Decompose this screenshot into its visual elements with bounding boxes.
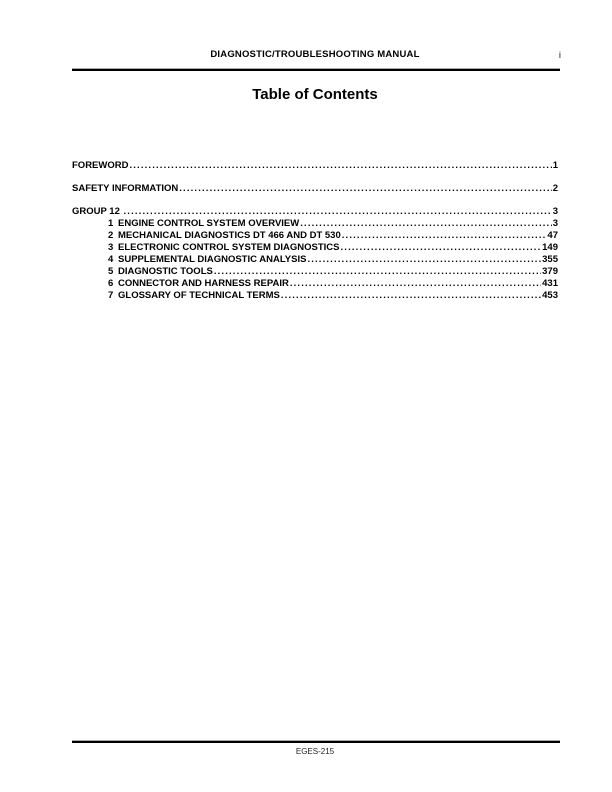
document-code: EGES-215 (295, 747, 335, 756)
toc-entry-page: 3 (552, 206, 558, 217)
dot-leader (129, 160, 551, 172)
toc-entry-number: 5 (108, 266, 114, 277)
toc-entry-label: GLOSSARY OF TECHNICAL TERMS (118, 290, 280, 301)
toc-entry-connector-and-harness-repair[interactable] (72, 278, 558, 290)
dot-leader (124, 206, 552, 218)
dot-leader (300, 218, 551, 230)
dot-leader (307, 254, 541, 266)
toc-entry-glossary-of-technical-terms[interactable] (72, 290, 558, 302)
toc-entry-label: FOREWORD (72, 160, 129, 171)
page-number: i (558, 50, 561, 61)
toc-entry-page: 379 (542, 266, 558, 277)
toc-entry-label: GROUP 12 (72, 206, 123, 217)
toc-entry-foreword[interactable] (72, 160, 558, 172)
toc-entry-electronic-control-system-diagnostics[interactable] (72, 242, 558, 254)
toc-entry-number: 1 (108, 218, 114, 229)
toc-entry-label: MECHANICAL DIAGNOSTICS DT 466 AND DT 530 (118, 230, 341, 241)
toc-entry-page: 47 (547, 230, 558, 241)
toc-entry-label: ELECTRONIC CONTROL SYSTEM DIAGNOSTICS (118, 242, 340, 253)
toc-entry-safety-information[interactable] (72, 183, 558, 195)
header-rule (72, 68, 560, 71)
toc-entry-engine-control-system-overview[interactable] (72, 218, 558, 230)
toc-entry-page: 3 (552, 218, 558, 229)
dot-leader (281, 290, 541, 302)
footer-rule (72, 740, 560, 743)
table-of-contents (72, 160, 558, 302)
toc-entry-number: 4 (108, 254, 114, 265)
toc-entry-page: 1 (552, 160, 558, 171)
toc-entry-supplemental-diagnostic-analysis[interactable] (72, 254, 558, 266)
running-header-title: DIAGNOSTIC/TROUBLESHOOTING MANUAL (210, 49, 420, 60)
dot-leader (342, 230, 547, 242)
dot-leader (290, 278, 541, 290)
toc-entry-number: 7 (108, 290, 114, 301)
toc-entry-number: 3 (108, 242, 114, 253)
toc-entry-page: 453 (542, 290, 558, 301)
toc-entry-label: SAFETY INFORMATION (72, 183, 179, 194)
toc-entry-page: 2 (552, 183, 558, 194)
toc-entry-label: SUPPLEMENTAL DIAGNOSTIC ANALYSIS (118, 254, 307, 265)
toc-entry-page: 149 (542, 242, 558, 253)
dot-leader (341, 242, 542, 254)
page-title: Table of Contents (252, 86, 378, 103)
dot-leader (179, 183, 551, 195)
toc-entry-label: CONNECTOR AND HARNESS REPAIR (118, 278, 289, 289)
toc-entry-label: DIAGNOSTIC TOOLS (118, 266, 213, 277)
toc-entry-page: 355 (542, 254, 558, 265)
toc-entry-number: 2 (108, 230, 114, 241)
toc-entry-page: 431 (542, 278, 558, 289)
toc-entry-mechanical-diagnostics[interactable] (72, 230, 558, 242)
toc-entry-diagnostic-tools[interactable] (72, 266, 558, 278)
dot-leader (214, 266, 541, 278)
toc-entry-number: 6 (108, 278, 114, 289)
toc-entry-group-12[interactable] (72, 206, 558, 218)
toc-entry-label: ENGINE CONTROL SYSTEM OVERVIEW (118, 218, 300, 229)
